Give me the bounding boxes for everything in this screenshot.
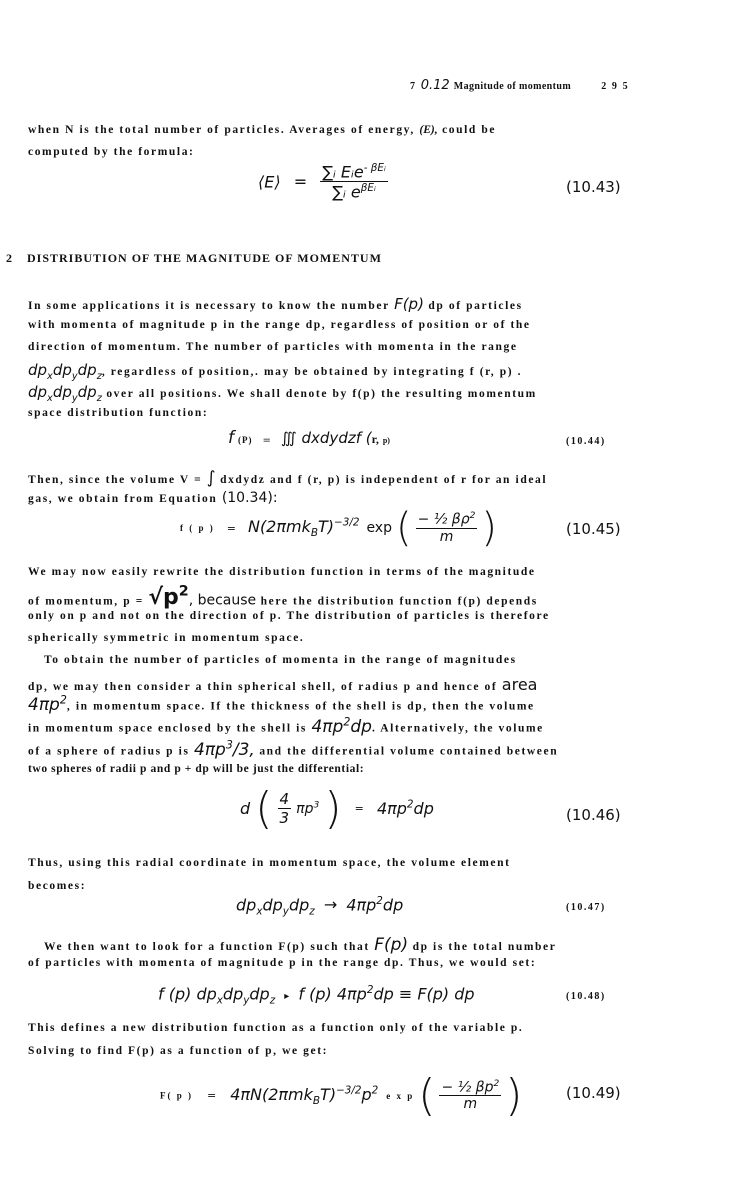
para4-div3: /3, — [232, 739, 255, 760]
para4-line-6: two spheres of radii p and p + dp will be just the differential: — [28, 763, 365, 775]
intro-text-end: could be — [442, 124, 497, 136]
eq49-fn: e x p — [386, 1090, 415, 1101]
eq47-dp1: dp — [236, 895, 257, 915]
equation-10-43: ⟨E⟩ = $\frac{\sum ᵢ Eᵢe^{- \beta Eᵢ}}{\sum ᵢ e^{\beta Eᵢ}}$ — [258, 162, 386, 202]
section-heading — [6, 251, 382, 266]
para7-line-2: Solving to find F(p) as a function of p, we get: — [28, 1045, 329, 1057]
eq47-rhs: 4πp — [346, 895, 377, 915]
eq48-lhs: f (p) dp — [158, 984, 217, 1004]
eq47-dp2: dp — [262, 895, 283, 915]
eq46-rhs-end: dp — [413, 799, 434, 819]
equation-10-46: d ( $\frac{4}{3}$ $\pi p^3$ ) = $4\pi p^2dp$ — [240, 783, 434, 834]
eq45-label: (10.45) — [566, 520, 621, 538]
sub-y: y — [71, 371, 78, 382]
intro-line-1 — [28, 124, 496, 136]
eq48-rhs: f (p) 4πp — [298, 984, 367, 1004]
para1-line-5 — [28, 383, 537, 404]
eq49-p-exp: 2 — [371, 1084, 379, 1097]
equation-10-49: F( p ) = $4\pi N(2\pi mk_BT)^{-3/2}p^2$ e x p ( $\frac{- \frac{1}{2} \beta p^2}{m}$ ) — [160, 1070, 523, 1121]
sub-z: z — [96, 371, 102, 382]
intro-line-2: computed by the formula: — [28, 146, 195, 158]
eq47-rhs-exp: 2 — [376, 895, 383, 907]
eq45-fn: exp — [366, 520, 392, 536]
eq49-rhs2: T) — [320, 1084, 337, 1104]
section-title: DISTRIBUTION OF THE MAGNITUDE OF MOMENTUM — [27, 251, 382, 265]
eq45-num: − ½ βρ — [417, 511, 470, 528]
eq48-sub-x: x — [216, 994, 223, 1007]
para3-sqrt: √p — [148, 585, 179, 611]
para4-4pip-c: 4πp — [194, 739, 226, 760]
eq44-rhs: ∭ dxdydzf ( — [280, 429, 372, 447]
para1-line-1 — [28, 295, 523, 313]
eq43-num-exp: - βEᵢ — [363, 162, 386, 174]
eq46-d: d — [240, 799, 251, 818]
para4-dp: dp — [350, 716, 372, 737]
para4-text: dp, we may then consider a thin spherical shell, of radius p and hence of — [28, 681, 498, 693]
para4-area: area — [501, 675, 538, 694]
para4-line-5 — [28, 738, 558, 760]
para4-line-3 — [28, 693, 535, 715]
eq44-r: r, — [371, 432, 379, 446]
para2-line-2 — [28, 490, 278, 506]
para4-line3-text: , in momentum space. If the thickness of the shell is dp, then the volume — [66, 700, 535, 713]
para1-fp: F(p) — [394, 295, 424, 313]
sub-z-b: z — [96, 393, 102, 404]
para4-line5-text: of a sphere of radius p is — [28, 745, 190, 758]
eq47-sub-y: y — [282, 905, 289, 918]
section-number: 2 — [6, 251, 13, 265]
header-section-num: 0.12 — [420, 78, 450, 93]
eq46-num: 4 — [279, 790, 290, 808]
para3-line-3: only on p and not on the direction of p. The distribution of particles is therefore — [28, 610, 550, 622]
para1-dp2: dp — [52, 361, 72, 379]
eq46-den: 3 — [279, 809, 290, 827]
eq48-label: (10.48) — [566, 991, 606, 1002]
para1-dp3-b: dp — [77, 383, 97, 401]
header-prefix: 7 — [410, 81, 417, 92]
eq48-sub-y: y — [243, 994, 250, 1007]
para6-text: We then want to look for a function F(p) such that — [44, 941, 370, 953]
running-header — [410, 78, 629, 93]
para2-text: Then, since the volume V = — [28, 474, 203, 486]
eq48-arrow: ▸ — [284, 991, 290, 1003]
sub-x: x — [47, 371, 53, 382]
eq46-fraction — [278, 790, 292, 827]
eq44-lhs-arg: (P) — [238, 435, 253, 445]
para1-text: In some applications it is necessary to know the number — [28, 300, 390, 312]
eq48-rhs-exp: 2 — [366, 984, 374, 996]
eq44-p: p) — [382, 436, 390, 445]
para1-dp-b: dp — [28, 383, 48, 401]
eq49-exp: −3/2 — [336, 1084, 362, 1097]
eq45-sub: B — [310, 527, 318, 540]
eq49-rhs: 4πN(2πmk — [230, 1084, 313, 1104]
para3-text: of momentum, p = — [28, 595, 144, 608]
para7-line-1: This defines a new distribution function as a function only of the variable p. — [28, 1022, 524, 1034]
para1-dp2-b: dp — [52, 383, 72, 401]
para1-line-2: with momenta of magnitude p in the range dp, regardless of position or of the — [28, 319, 531, 331]
para2-line-1 — [28, 468, 547, 488]
eq49-num: − ½ βp — [441, 1079, 494, 1096]
para4-exp-c: 3 — [225, 738, 233, 751]
eq45-den: m — [439, 528, 454, 545]
eq43-label: (10.43) — [566, 178, 621, 196]
para1-line4-text: , regardless of position,. may be obtained by integrating f (r, p) . — [101, 366, 523, 378]
eq44-label: (10.44) — [566, 436, 606, 447]
eq46-inner: πp — [296, 800, 314, 817]
para6-text-end: dp is the total number — [412, 941, 557, 953]
sub-y-b: y — [71, 393, 78, 404]
para4-exp-b: 2 — [343, 715, 351, 728]
para1-line-4 — [28, 361, 522, 382]
para6-line-2: of particles with momenta of magnitude p in the range dp. Thus, we would set: — [28, 957, 537, 969]
eq46-inner-exp: 3 — [313, 800, 320, 811]
para4-line5-end: and the differential volume contained between — [259, 745, 559, 758]
eq44-lhs: f — [228, 428, 234, 448]
eq47-label: (10.47) — [566, 902, 606, 913]
eq46-label: (10.46) — [566, 806, 621, 824]
para4-line4-end: . Alternatively, the volume — [371, 722, 544, 735]
para1-dp: dp — [28, 361, 48, 379]
eq47-dp3: dp — [288, 895, 310, 915]
para4-4pip-b: 4πp — [311, 716, 344, 737]
para2-text-end: dxdydz and f (r, p) is independent of r for an ideal — [220, 474, 548, 486]
eq49-label: (10.49) — [566, 1084, 621, 1102]
sub-x-b: x — [47, 393, 53, 404]
para5-line-2: becomes: — [28, 880, 87, 892]
eq45-fraction — [416, 511, 478, 545]
eq45-exp: −3/2 — [334, 516, 360, 529]
para4-4pip: 4πp — [28, 694, 60, 715]
para3-line-4: spherically symmetric in momentum space. — [28, 632, 305, 644]
eq47-sub-x: x — [256, 905, 263, 918]
para6-fp: F(p) — [374, 935, 409, 955]
eq46-rhs: 4πp — [376, 799, 407, 819]
equation-10-44: f (P) = ∭ dxdydzf (r, p) — [228, 428, 390, 448]
eq48-dp3: dp — [249, 984, 270, 1004]
para2-text-2: gas, we obtain from Equation — [28, 493, 218, 505]
para4-line-2 — [28, 675, 537, 694]
eq47-sub-z: z — [309, 905, 315, 918]
eq47-rhs-end: dp — [382, 895, 404, 915]
para4-line4-text: in momentum space enclosed by the shell is — [28, 722, 307, 735]
para3-line-2 — [28, 584, 538, 610]
para3-because: , because — [188, 592, 257, 609]
equation-10-48 — [158, 984, 475, 1007]
eq43-den-exp: βEᵢ — [360, 182, 376, 195]
eq43-fraction — [320, 162, 388, 202]
eq49-num-exp: 2 — [493, 1078, 500, 1089]
para3-text-end: here the distribution function f(p) depends — [260, 595, 538, 608]
para1-line-3: direction of momentum. The number of particles with momenta in the range — [28, 341, 518, 353]
para6-line-1 — [44, 935, 556, 955]
para1-line-6: space distribution function: — [28, 407, 209, 419]
page-number: 2 9 5 — [601, 81, 630, 92]
eq46-rhs-exp: 2 — [406, 798, 414, 811]
para1-dp3: dp — [77, 361, 97, 379]
equation-10-47 — [236, 895, 403, 918]
para3-line-1: We may now easily rewrite the distribution function in terms of the magnitude — [28, 566, 536, 578]
eq48-dp2: dp — [222, 984, 244, 1004]
para5-line-1: Thus, using this radial coordinate in momentum space, the volume element — [28, 857, 511, 869]
eq49-den: m — [463, 1096, 478, 1113]
eq49-lhs: F( p ) — [160, 1090, 193, 1101]
eq48-rhs-end: dp ≡ F(p) dp — [373, 984, 475, 1004]
eq48-sub-z: z — [269, 994, 276, 1007]
eq45-rhs2: T) — [317, 517, 334, 537]
para3-sqrt-exp: 2 — [178, 584, 189, 600]
header-title: Magnitude of momentum — [453, 81, 572, 92]
eq49-sub: B — [312, 1094, 321, 1107]
para1-line5-text: over all positions. We shall denote by f(p) the resulting momentum — [106, 388, 537, 400]
para2-integral: ∫ — [206, 468, 216, 488]
eq45-lhs: f ( p ) — [180, 523, 215, 533]
eq43-lhs: ⟨E⟩ — [258, 172, 281, 192]
para2-eq-ref: (10.34): — [221, 490, 278, 506]
eq43-den: ∑ᵢ e — [332, 182, 361, 202]
para4-line-4 — [28, 715, 544, 737]
eq45-num-exp: 2 — [469, 511, 476, 522]
equation-10-45: f ( p ) = $N(2\pi mk_BT)^{-3/2}$ exp ( $\frac{- \frac{1}{2} \beta\rho^2}{m}$ ) — [180, 505, 498, 551]
para1-text-end: dp of particles — [428, 300, 523, 312]
eq45-rhs: N(2πmk — [247, 517, 311, 537]
eq43-num: ∑ᵢ Eᵢe — [322, 162, 364, 182]
para4-line-1: To obtain the number of particles of momenta in the range of magnitudes — [44, 654, 517, 666]
para4-exp: 2 — [59, 693, 67, 706]
intro-symbol: (E), — [419, 124, 438, 136]
eq49-fraction — [439, 1079, 501, 1113]
eq49-p: p — [361, 1084, 372, 1104]
eq47-arrow: → — [323, 895, 338, 915]
intro-text: when N is the total number of particles. Averages of energy, — [28, 124, 415, 136]
